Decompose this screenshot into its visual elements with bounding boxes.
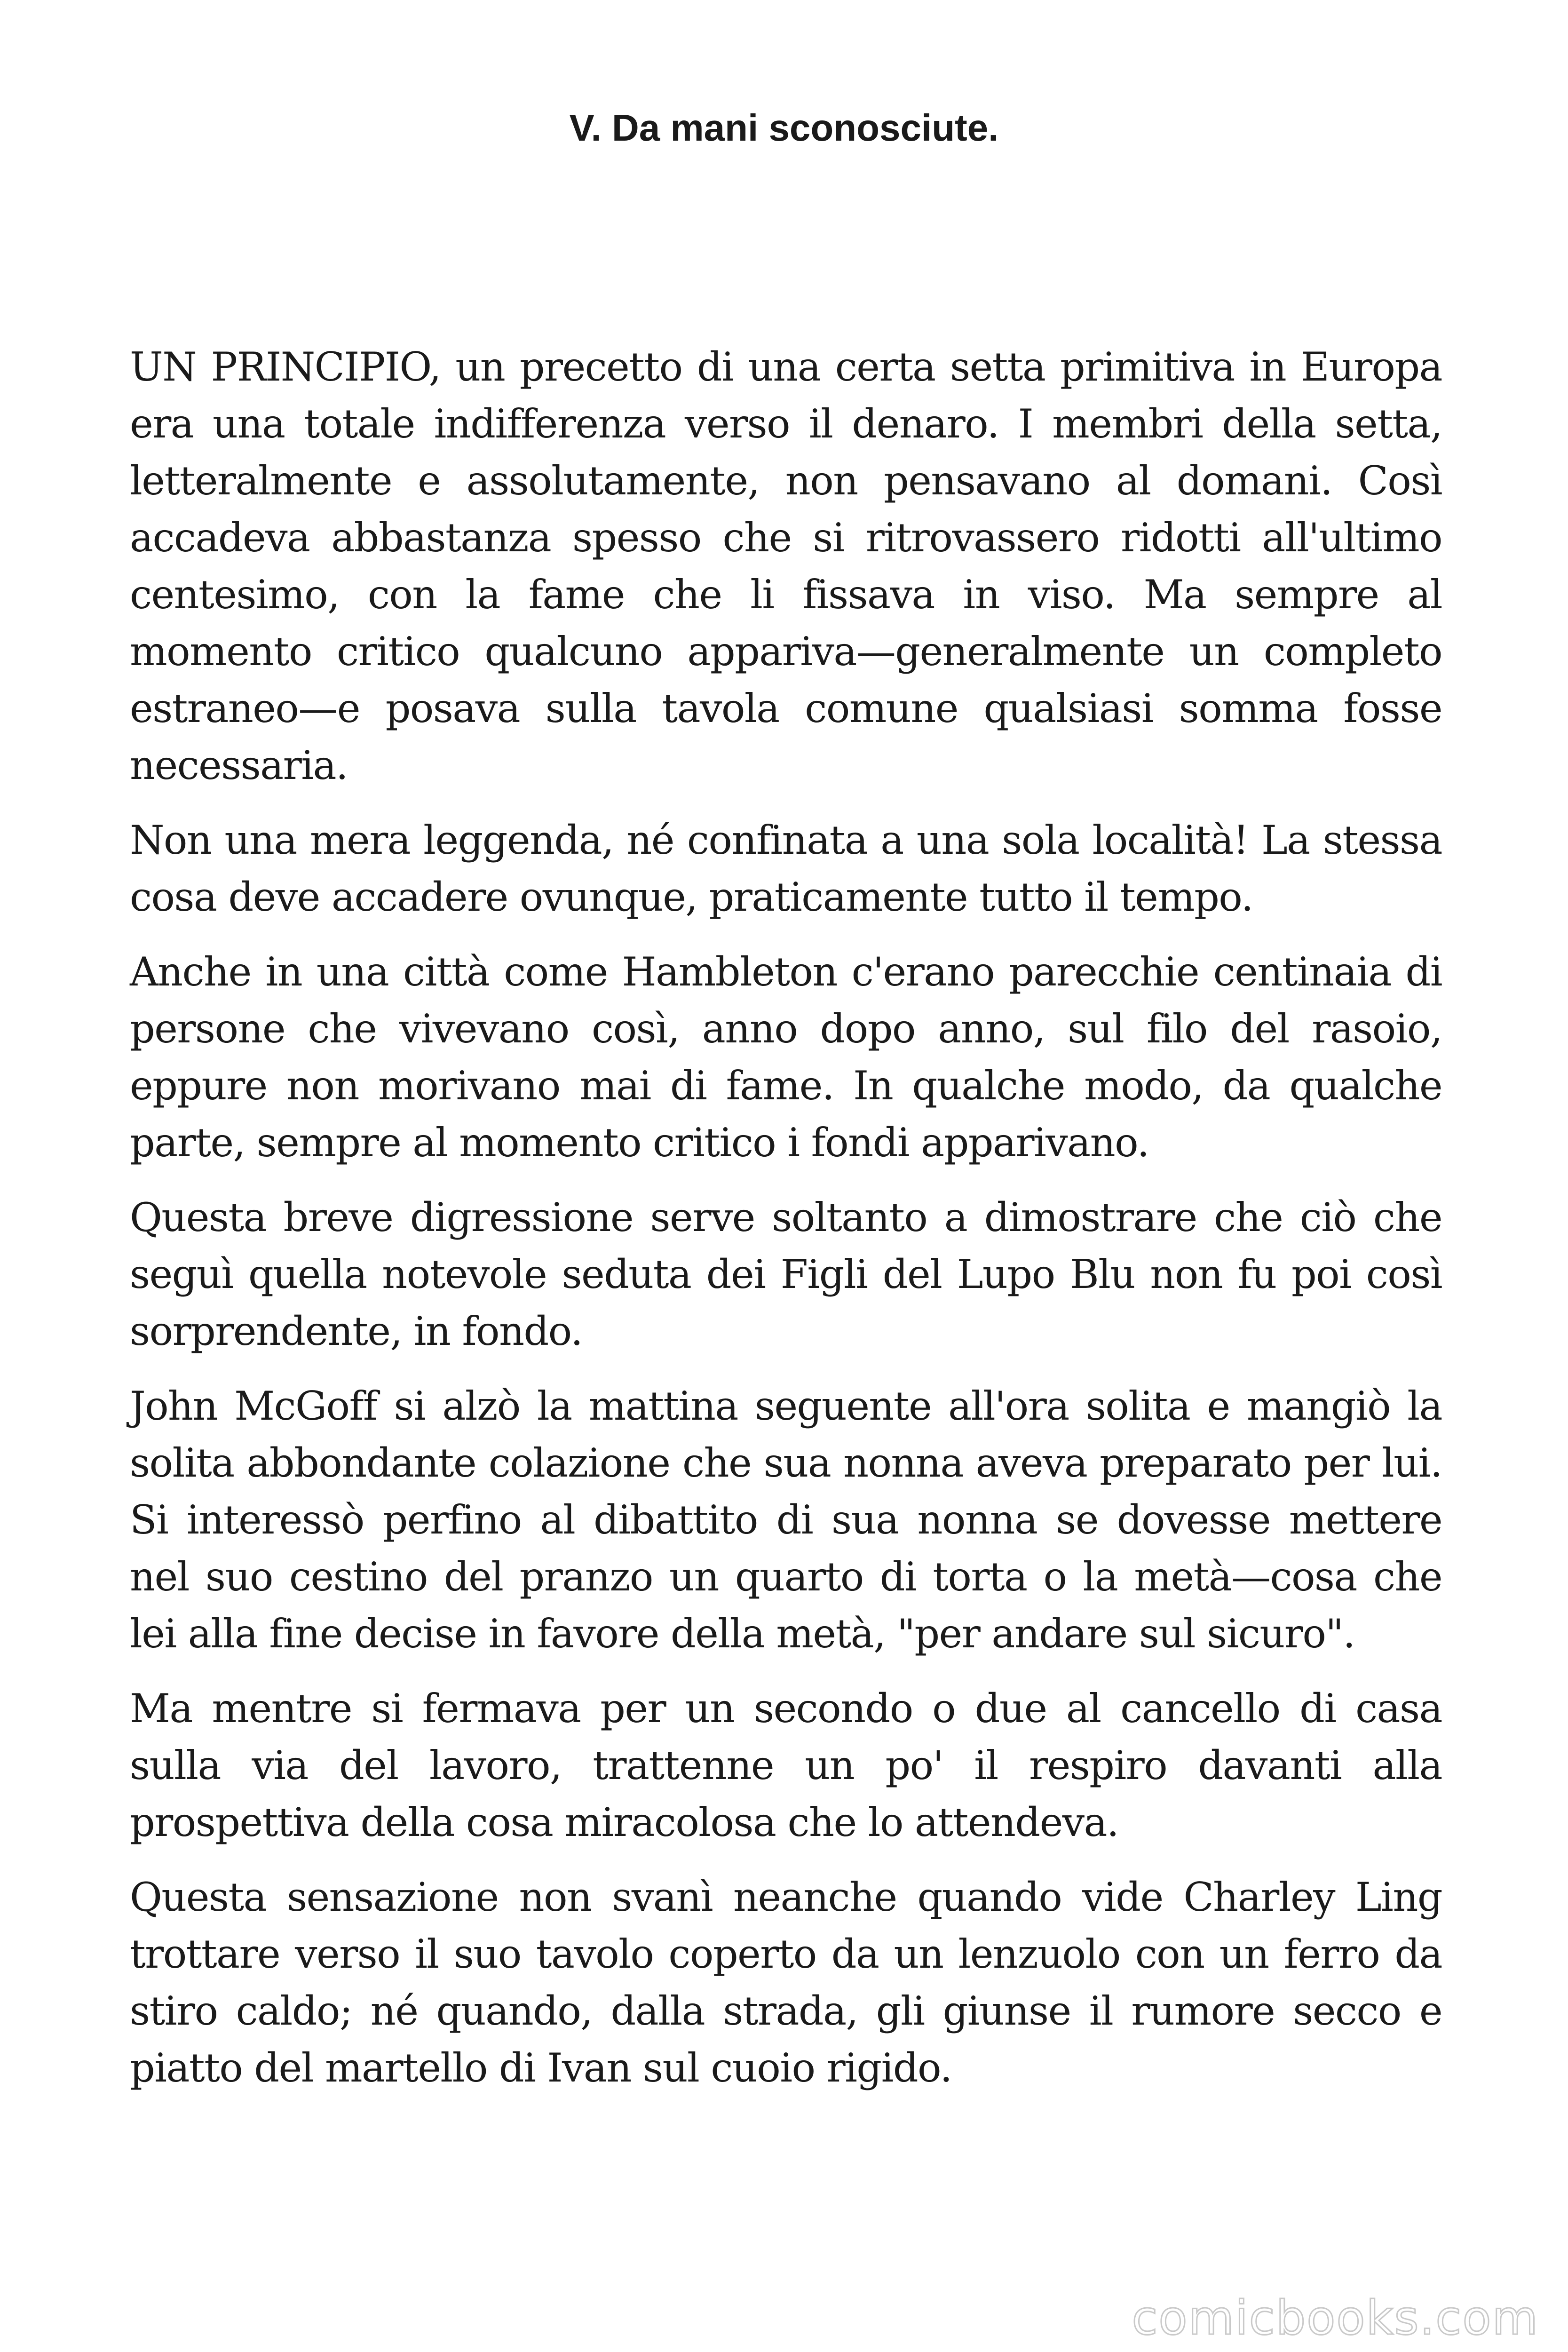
paragraph: Non una mera leggenda, né confinata a una sola località! La stessa cosa deve accadere ovunque, praticamente tutto il tempo.	[130, 817, 1442, 920]
paragraph: John McGoff si alzò la mattina seguente all'ora solita e mangiò la solita abbondante colazione che sua nonna aveva preparato per lui. Si interessò perfino al dibattito di sua nonna se dovesse mettere nel suo cestino del pranzo un quarto di torta o la metà—cosa che lei alla fine decise in favore della metà, "per andare sul sicuro".	[130, 1383, 1442, 1657]
watermark: comicbooks.com	[1132, 2290, 1539, 2345]
chapter-title: V. Da mani sconosciute.	[569, 107, 999, 149]
paragraph: UN PRINCIPIO, un precetto di una certa setta primitiva in Europa era una totale indifferenza verso il denaro. I membri della setta, letteralmente e assolutamente, non pensavano al domani. Così accadeva abbastanza spesso che si ritrovassero ridotti all'ultimo centesimo, con la fame che li fissava in viso. Ma sempre al momento critico qualcuno appariva—generalmente un completo estraneo—e posava sulla tavola comune qualsiasi somma fosse necessaria.	[130, 344, 1442, 788]
paragraph: Questa sensazione non svanì neanche quando vide Charley Ling trottare verso il suo tavolo coperto da un lenzuolo con un ferro da stiro caldo; né quando, dalla strada, gli giunse il rumore secco e piatto del martello di Ivan sul cuoio rigido.	[130, 1874, 1442, 2091]
paragraph: Anche in una città come Hambleton c'erano parecchie centinaia di persone che vivevano così, anno dopo anno, sul filo del rasoio, eppure non morivano mai di fame. In qualche modo, da qualche parte, sempre al momento critico i fondi apparivano.	[130, 949, 1442, 1166]
paragraph: Questa breve digressione serve soltanto a dimostrare che ciò che seguì quella notevole seduta dei Figli del Lupo Blu non fu poi così sorprendente, in fondo.	[130, 1194, 1442, 1354]
paragraph: Ma mentre si fermava per un secondo o due al cancello di casa sulla via del lavoro, trattenne un po' il respiro davanti alla prospettiva della cosa miracolosa che lo attendeva.	[130, 1685, 1442, 1845]
chapter-body	[130, 339, 1442, 2114]
